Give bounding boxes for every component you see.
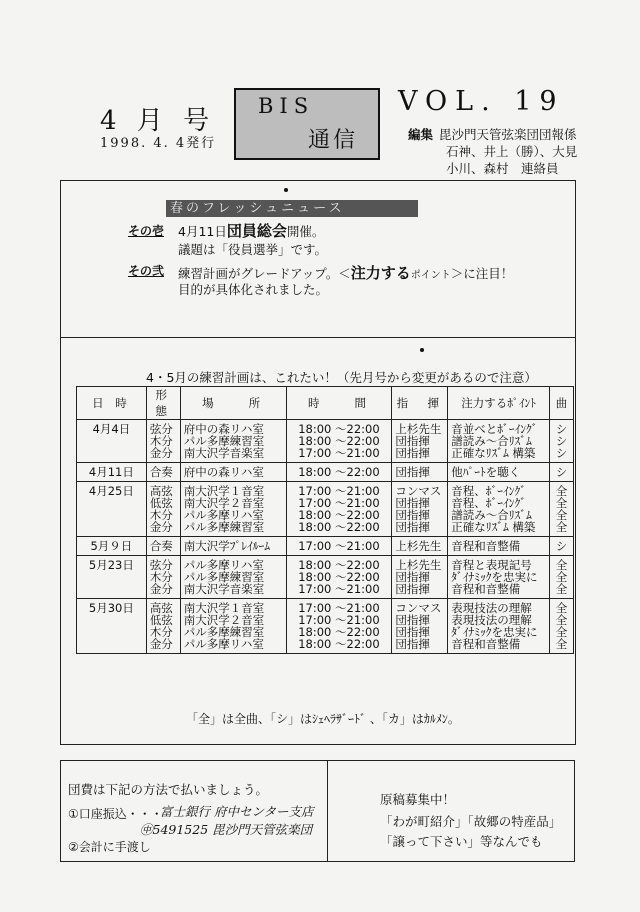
row-song: 全 全 全 全 [550,599,574,654]
punch-dot [420,348,424,352]
editor-credits [408,126,577,177]
row-time: 17:00 ～21:00 17:00 ～21:00 18:00 ～22:00 18:00 ～22:00 [286,599,392,654]
fee-option-1: ①口座振込・・・ [68,807,163,821]
row-song: 全 全 全 [550,556,574,599]
table-row [77,556,574,599]
handwritten-account: ㊥5491525 毘沙門天管弦楽団 [140,822,313,837]
editor-line-2: 石神、井上（勝）、大見 [446,144,578,159]
row-type: 高弦 低弦 木分 金分 [146,599,180,654]
editor-label: 編集 [408,127,434,142]
row-date: 4月4日 [77,420,147,463]
news-title: 春のフレッシュニュース [166,200,418,217]
row-date: 5月23日 [77,556,147,599]
news-item-1-text [178,220,324,241]
issue-date: 1998. 4. 4発行 [100,136,217,151]
row-place: 南大沢学１音室 南大沢学２音室 パル多摩練習室 パル多摩リハ室 [180,599,286,654]
row-time: 18:00 ～22:00 18:00 ～22:00 17:00 ～21:00 [286,420,392,463]
row-conductor: 団指揮 [392,463,448,482]
header-place: 場 所 [180,387,286,420]
row-date: 5月９日 [77,537,147,556]
wanted-line-1: 「わが町紹介」「故郷の特産品」 [380,814,562,829]
news-item-2-post: ＞に注目！ [450,266,514,281]
row-type: 弦分 木分 金分 [146,556,180,599]
row-conductor: コンマス 団指揮 団指揮 団指揮 [392,482,448,537]
row-focus-point: 音程と表現記号 ﾀﾞｲﾅﾐｯｸを忠実に 音程和音整備 [448,556,550,599]
row-time: 18:00 ～22:00 [286,463,392,482]
row-focus-point: 他ﾊﾟｰﾄを聴く [448,463,550,482]
wanted-title: 原稿募集中！ [380,792,456,807]
row-date: 4月11日 [77,463,147,482]
logo-bottom-text: 通信 [308,128,359,153]
row-type: 合奏 [146,537,180,556]
row-type: 弦分 木分 金分 [146,420,180,463]
header-focus-point: 注力するﾎﾟｲﾝﾄ [448,387,550,420]
row-conductor: コンマス 団指揮 団指揮 団指揮 [392,599,448,654]
handwritten-bank: 富士銀行 府中センター支店 [160,804,314,819]
row-place: 南大沢学１音室 南大沢学２音室 パル多摩リハ室 パル多摩練習室 [180,482,286,537]
fee-title: 団費は下記の方法で払いましょう。 [68,782,269,797]
row-type: 高弦 低弦 木分 金分 [146,482,180,537]
news-item-2-pre: 練習計画がグレードアップ。＜ [178,266,351,281]
news-item-2-emphasis: 注力する [350,264,411,282]
row-conductor: 上杉先生 団指揮 団指揮 [392,420,448,463]
row-time: 17:00 ～21:00 [286,537,392,556]
row-song: シ [550,463,574,482]
row-song: シ [550,537,574,556]
news-item-1-post: 開催。 [286,224,325,239]
header-song: 曲 [550,387,574,420]
news-item-1-label: その壱 [128,224,165,238]
table-row [77,599,574,654]
row-focus-point: 音並べとﾎﾞｰｲﾝｸﾞ 譜読み～合ﾘｽﾞﾑ 正確なﾘｽﾞﾑ 構築 [448,420,550,463]
row-time: 18:00 ～22:00 18:00 ～22:00 17:00 ～21:00 [286,556,392,599]
editor-line-3: 小川、森村 連絡員 [446,161,559,176]
header-conductor: 指 揮 [392,387,448,420]
news-item-1-date: 4月11日 [178,224,227,239]
news-item-2-detail: 目的が具体化されました。 [178,282,329,297]
row-date: 4月25日 [77,482,147,537]
wanted-line-2: 「譲って下さい」等なんでも [380,834,543,849]
row-type: 合奏 [146,463,180,482]
header-time: 時 間 [286,387,392,420]
table-row [77,420,574,463]
news-item-2-label: その弐 [128,264,165,278]
row-place: 府中の森リハ室 パル多摩練習室 南大沢学音楽室 [180,420,286,463]
table-header-row [77,387,574,420]
row-conductor: 上杉先生 団指揮 団指揮 [392,556,448,599]
header-date: 日 時 [77,387,147,420]
newsletter-logo [234,88,380,160]
practice-schedule-table [76,386,574,654]
news-item-1-detail: 議題は「役員選挙」です。 [178,242,328,257]
row-song: 全 全 全 全 [550,482,574,537]
news-item-2-small: ポイント [410,270,451,281]
row-focus-point: 音程、ﾎﾞｰｲﾝｸﾞ 音程、ﾎﾞｰｲﾝｸﾞ 譜読み～合ﾘｽﾞﾑ 正確なﾘｽﾞﾑ 構築 [448,482,550,537]
month-issue: 4 月 号 [100,106,216,136]
row-conductor: 上杉先生 [392,537,448,556]
logo-top-text: BIS [258,94,315,118]
news-item-1-emphasis: 団員総会 [226,222,287,240]
row-place: パル多摩リハ室 パル多摩練習室 南大沢学音楽室 [180,556,286,599]
row-time: 17:00 ～21:00 17:00 ～21:00 18:00 ～22:00 18:00 ～22:00 [286,482,392,537]
song-legend: 「全」は全曲、「シ」はｼｪﾍﾗｻﾞｰﾄﾞ 、「カ」はｶﾙﾒﾝ。 [186,712,460,726]
row-focus-point: 表現技法の理解 表現技法の理解 ﾀﾞｲﾅﾐｯｸを忠実に 音程和音整備 [448,599,550,654]
schedule-intro: 4・5月の練習計画は、これたい！（先月号から変更があるので注意） [146,370,537,385]
row-place: 南大沢学ﾌﾟﾚｲﾙｰﾑ [180,537,286,556]
row-place: 府中の森リハ室 [180,463,286,482]
editor-line-1: 毘沙門天管弦楽団団報係 [439,127,577,142]
row-song: シ シ シ [550,420,574,463]
table-row [77,463,574,482]
volume-number: VOL. 19 [398,86,565,117]
fee-option-2: ②会計に手渡し [68,840,151,854]
table-row [77,537,574,556]
row-date: 5月30日 [77,599,147,654]
table-row [77,482,574,537]
punch-dot [284,188,288,192]
header-type: 形態 [146,387,180,420]
row-focus-point: 音程和音整備 [448,537,550,556]
